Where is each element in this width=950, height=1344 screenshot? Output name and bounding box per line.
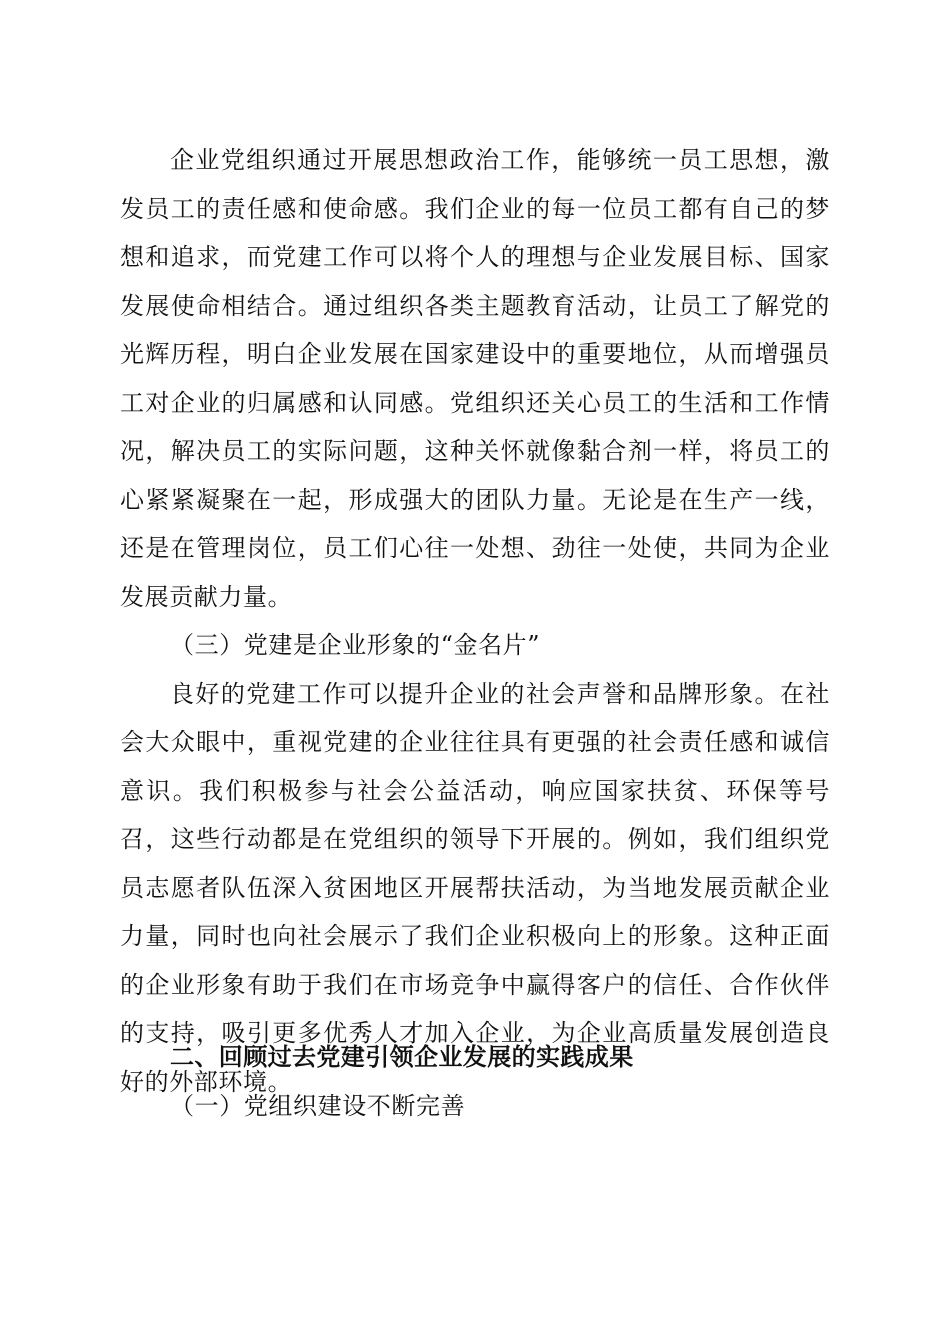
subheading-golden-card: （三）党建是企业形象的“金名片” [170,631,541,659]
subheading-party-organization: （一）党组织建设不断完善 [170,1091,466,1120]
body-text [120,136,830,1106]
section-two [120,1033,830,1130]
paragraph-employee-cohesion: 企业党组织通过开展思想政治工作，能够统一员工思想，激发员工的责任感和使命感。我们企业的每一位员工都有自己的梦想和追求，而党建工作可以将个人的理想与企业发展目标、国家发展使命相结合。通过组织各类主题教育活动，让员工了解党的光辉历程，明白企业发展在国家建设中的重要地位，从而增强员工对企业的归属感和认同感。党组织还关心员工的生活和工作情况，解决员工的实际问题，这种关怀就像黏合剂一样，将员工的心紧紧凝聚在一起，形成强大的团队力量。无论是在生产一线，还是在管理岗位，员工们心往一处想、劲往一处使，共同为企业发展贡献力量。 [120,146,830,611]
section-heading: 二、回顾过去党建引领企业发展的实践成果 [170,1043,634,1071]
paragraph-corporate-image: 良好的党建工作可以提升企业的社会声誉和品牌形象。在社会大众眼中，重视党建的企业往往具有更强的社会责任感和诚信意识。我们积极参与社会公益活动，响应国家扶贫、环保等号召，这些行动都是在党组织的领导下开展的。例如，我们组织党员志愿者队伍深入贫困地区开展帮扶活动，为当地发展贡献企业力量，同时也向社会展示了我们企业积极向上的形象。这种正面的企业形象有助于我们在市场竞争中赢得客户的信任、合作伙伴的支持，吸引更多优秀人才加入企业，为企业高质量发展创造良好的外部环境。 [120,679,830,1096]
